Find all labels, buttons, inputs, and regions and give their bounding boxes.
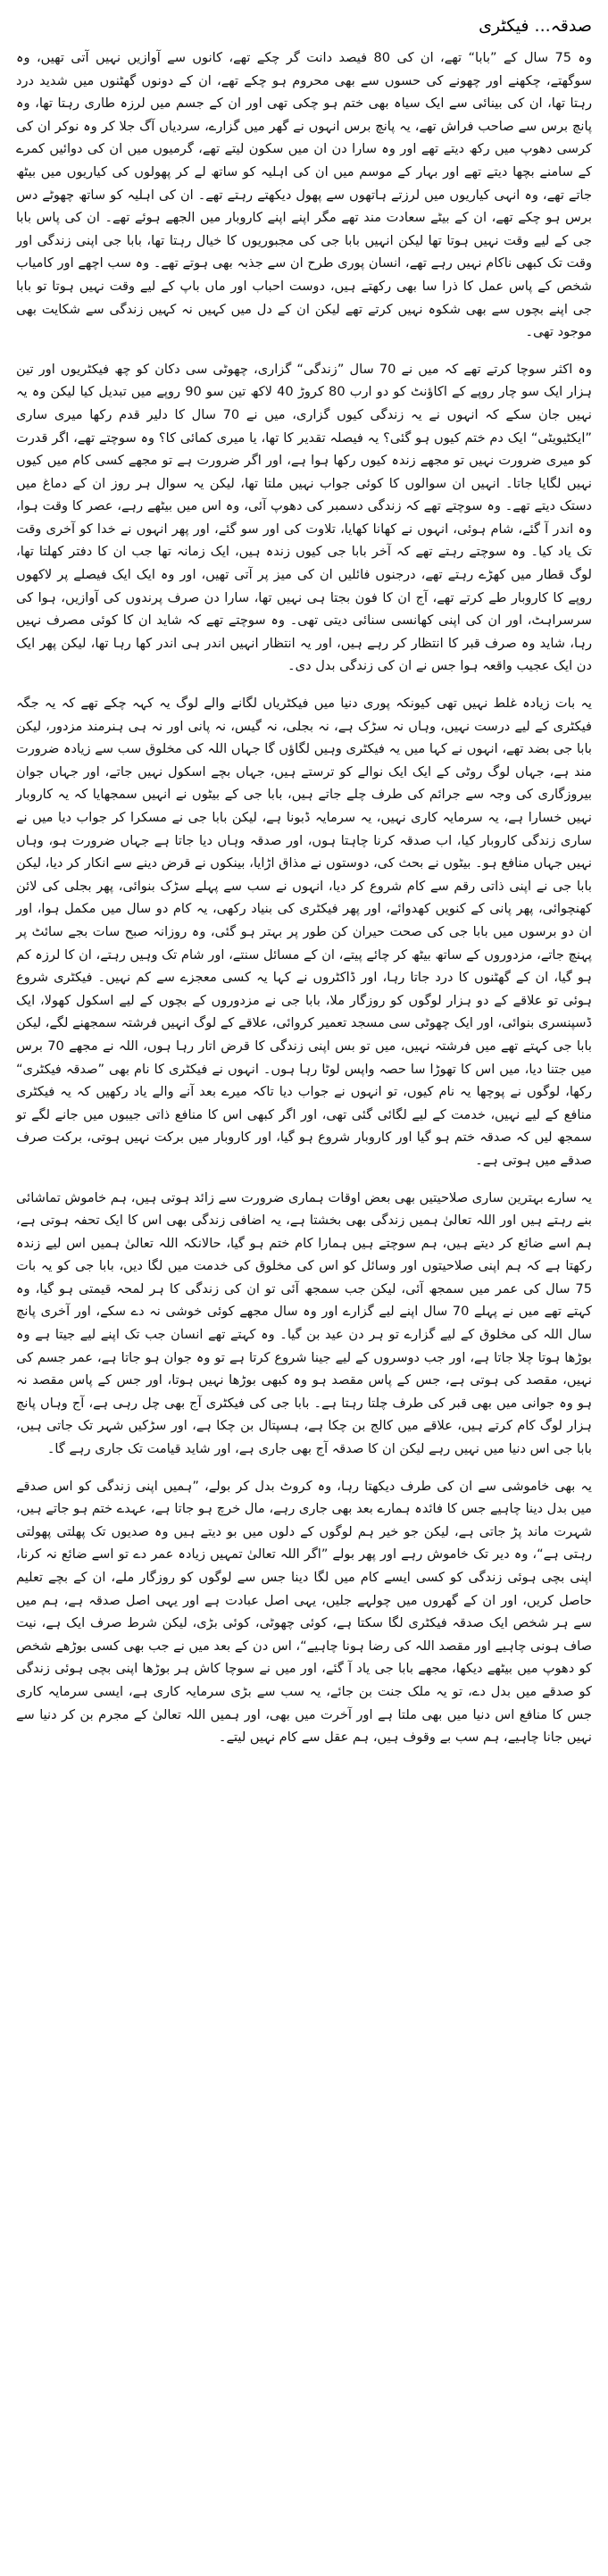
article-title: صدقہ... فیکٹری [479, 16, 592, 36]
article-paragraph-1: وہ 75 سال کے ”بابا“ تھے، ان کی 80 فیصد دانت گر چکے تھے، کانوں سے آوازیں نہیں آتی تھیں، وہ سوگھتے، چکھنے اور چھونے کی حسوں سے بھی محروم ہو چکے تھے، ان کے دونوں گھٹنوں میں شدید درد رہتا تھا، ان کی بینائی سے ایک سیاہ بھی ختم ہو چکی تھی اور ان کے جسم میں لرزہ طاری رہتا تھا، وہ پانچ برس سے صاحب فراش تھے، یہ پانچ برس انہوں نے گھر میں گزارے، سردیاں آگ جلا کر وہ نوکر ان کی کرسی دھوپ میں رکھ دیتے تھے اور وہ سارا دن ان میں سکون لیتے تھے، گرمیوں میں ان کی دوائیں کمرے کے سامنے بچھا دیتے تھے اور بہار کے موسم میں ان کی اہلیہ کو ساتھ لے کر پھولوں کی کیاریوں میں بیٹھ جاتے تھے، وہ انہی کیاریوں میں لرزتے ہاتھوں سے پھول دیکھتے رہتے تھے۔ ان کی اہلیہ کو ساتھ چھوٹے دس برس ہو چکے تھے، ان کے بیٹے سعادت مند تھے مگر اپنے اپنے کاروبار میں الجھے ہوئے تھے۔ ان کی پاس بابا جی کے لیے وقت نہیں ہوتا تھا لیکن انہیں بابا جی کی مجبوریوں کا خیال رہتا تھا، بابا جی اپنی زندگی اور وقت تک کبھی ناکام نہیں رہے تھے، انسان پوری طرح ان سے جذبہ بھی ہوتے تھے۔ وہ سب اچھے اور کامیاب شخص کے پاس عمل کا ذرا سا بھی رکھتے ہیں، دوست احباب اور ماں باپ کے لیے وقت نہیں ہوتا تو بابا جی اپنے بچوں سے بھی شکوہ نہیں کرتے تھے لیکن ان کے دل میں کہیں نہ کہیں زندگی سے شکایت بھی موجود تھی۔ [16, 50, 592, 340]
article-paragraph-5: یہ بھی خاموشی سے ان کی طرف دیکھتا رہا، وہ کروٹ بدل کر بولے، ”ہمیں اپنی زندگی کو اس صدقے میں بدل دینا چاہیے جس کا فائدہ ہمارے بعد بھی جاری رہے، مال خرچ ہو جاتا ہے، عہدے ختم ہو جاتے ہیں، شہرت ماند پڑ جاتی ہے، لیکن جو خیر ہم لوگوں کے دلوں میں بو دیتے ہیں وہ صدیوں تک پھلتی پھولتی رہتی ہے“، وہ دیر تک خاموش رہے اور پھر بولے ”اگر اللہ تعالیٰ تمہیں زیادہ عمر دے تو اسے ضائع نہ کرنا، اپنی بچی ہوئی زندگی کو کسی ایسے کام میں لگا دینا جس سے لوگوں کو روزگار ملے، ان کے بچے تعلیم حاصل کریں، اور ان کے گھروں میں چولہے جلیں، یہی اصل عبادت ہے اور یہی اصل صدقہ ہے، ہم میں سے ہر شخص ایک صدقہ فیکٹری لگا سکتا ہے، کوئی چھوٹی، کوئی بڑی، لیکن شرط صرف ایک ہے، نیت صاف ہونی چاہیے اور مقصد اللہ کی رضا ہونا چاہیے“، اس دن کے بعد میں نے جب بھی کسی بوڑھے شخص کو دھوپ میں بیٹھے دیکھا، مجھے بابا جی یاد آ گئے، اور میں نے سوچا کاش ہر بوڑھا اپنی بچی ہوئی زندگی کو صدقے میں بدل دے، تو یہ ملک جنت بن جائے، یہ سب سے بڑی سرمایہ کاری ہے، ایسی سرمایہ کاری جس کا منافع اس دنیا میں بھی ملتا ہے اور آخرت میں بھی، اور ہمیں اللہ تعالیٰ کے مجرم بن کر دنیا سے نہیں جانا چاہیے، ہم سب بے وقوف ہیں، ہم عقل سے کام نہیں لیتے۔ [16, 1478, 592, 1746]
article-paragraph-3: یہ بات زیادہ غلط نہیں تھی کیونکہ پوری دنیا میں فیکٹریاں لگانے والے لوگ یہ کہہ چکے تھے کہ یہ جگہ فیکٹری کے لیے درست نہیں، وہاں نہ سڑک ہے، نہ بجلی، نہ گیس، نہ پانی اور نہ ہی ہنرمند مزدور، لیکن بابا جی بضد تھے، انہوں نے کہا میں یہ فیکٹری وہیں لگاؤں گا جہاں اللہ کی مخلوق سب سے زیادہ ضرورت مند ہے، جہاں لوگ روٹی کے ایک ایک نوالے کو ترستے ہیں، جہاں بچے اسکول نہیں جاتے، اور جہاں جوان بیروزگاری کی وجہ سے جرائم کی طرف چلے جاتے ہیں، بابا جی کے بیٹوں نے انہیں سمجھایا کہ یہ کاروبار نہیں خسارا ہے، یہ سرمایہ کاری نہیں، یہ سرمایہ ڈبونا ہے، لیکن بابا جی نے مسکرا کر جواب دیا میں نے ساری زندگی کاروبار کیا، اب صدقہ کرنا چاہتا ہوں، اور صدقہ وہاں دیا جاتا ہے جہاں ضرورت ہو، وہاں نہیں جہاں منافع ہو۔ بیٹوں نے بحث کی، دوستوں نے مذاق اڑایا، بینکوں نے قرض دینے سے انکار کر دیا، لیکن بابا جی نے اپنی ذاتی رقم سے کام شروع کر دیا، انہوں نے سب سے پہلے سڑک بنوائی، پھر بجلی کی لائن کھنچوائی، پھر پانی کے کنویں کھدوائے، اور پھر فیکٹری کی بنیاد رکھی، یہ کام دو سال میں مکمل ہوا، اور ان دو برسوں میں بابا جی کی صحت حیران کن طور پر بہتر ہو گئی، وہ روزانہ صبح سات بجے سائٹ پر پہنچ جاتے، مزدوروں کے ساتھ بیٹھ کر چائے پیتے، ان کے مسائل سنتے، اور شام تک وہیں رہتے، ان کا لرزہ کم ہو گیا، ان کے گھٹنوں کا درد جاتا رہا، اور ڈاکٹروں نے کہا یہ کسی معجزے سے کم نہیں۔ فیکٹری شروع ہوئی تو علاقے کے دو ہزار لوگوں کو روزگار ملا، بابا جی نے مزدوروں کے بچوں کے لیے اسکول کھولا، ایک ڈسپنسری بنوائی، اور ایک چھوٹی سی مسجد تعمیر کروائی، علاقے کے لوگ انہیں فرشتہ سمجھنے لگے، لیکن بابا جی کہتے تھے میں فرشتہ نہیں، میں تو بس اپنی زندگی کا قرض اتار رہا ہوں، اللہ نے مجھے 70 برس میں جتنا دیا، میں اس کا تھوڑا سا حصہ واپس لوٹا رہا ہوں۔ انہوں نے فیکٹری کا نام بھی ”صدقہ فیکٹری“ رکھا، لوگوں نے پوچھا یہ نام کیوں، تو انہوں نے جواب دیا تاکہ میرے بعد آنے والے یاد رکھیں کہ یہ فیکٹری منافع کے لیے نہیں، خدمت کے لیے لگائی گئی تھی، اور اگر کبھی اس کا منافع ذاتی جیبوں میں جانے لگے تو سمجھ لیں کہ صدقہ ختم ہو گیا اور کاروبار شروع ہو گیا، اور کاروبار میں برکت نہیں ہوتی، برکت صرف صدقے میں ہوتی ہے۔ [16, 696, 592, 1168]
article-paragraph-4: یہ سارے بہترین ساری صلاحیتیں بھی بعض اوقات ہماری ضرورت سے زائد ہوتی ہیں، ہم خاموش تماشائی بنے رہتے ہیں اور اللہ تعالیٰ ہمیں زندگی بھی بخشتا ہے، یہ اضافی زندگی بھی اس کا ایک تحفہ ہوتی ہے، ہم اسے ضائع کر دیتے ہیں، ہم سوچتے ہیں ہمارا کام ختم ہو گیا، حالانکہ اللہ تعالیٰ ہمیں اس لیے زندہ رکھتا ہے کہ ہم اپنی صلاحیتوں اور وسائل کو اس کی مخلوق کی خدمت میں لگا دیں، بابا جی کو یہ بات 75 سال کی عمر میں سمجھ آئی، لیکن جب سمجھ آئی تو ان کی زندگی کا ہر لمحہ قیمتی ہو گیا، وہ کہتے تھے میں نے پہلے 70 سال اپنے لیے گزارے اور وہ سال مجھے کوئی خوشی نہ دے سکے، اور آخری پانچ سال اللہ کی مخلوق کے لیے گزارے تو ہر دن عید بن گیا۔ وہ کہتے تھے انسان جب تک اپنے لیے جیتا ہے وہ بوڑھا ہوتا چلا جاتا ہے، اور جب دوسروں کے لیے جینا شروع کرتا ہے تو وہ جوان ہو جاتا ہے، عمر جسم کی نہیں، مقصد کی ہوتی ہے، جس کے پاس مقصد ہو وہ کبھی بوڑھا نہیں ہوتا، اور جس کے پاس مقصد نہ ہو وہ جوانی میں بھی قبر کی طرف چلتا رہتا ہے۔ بابا جی کی فیکٹری آج بھی چل رہی ہے، آج وہاں پانچ ہزار لوگ کام کرتے ہیں، علاقے میں کالج بن چکا ہے، ہسپتال بن چکا ہے، اور سڑکیں شہر تک جاتی ہیں، بابا جی اس دنیا میں نہیں رہے لیکن ان کا صدقہ آج بھی جاری ہے، اور شاید قیامت تک جاری رہے گا۔ [16, 1189, 593, 1457]
article-paragraph-2: وہ اکثر سوچا کرتے تھے کہ میں نے 70 سال ”زندگی“ گزاری، چھوٹی سی دکان کو چھ فیکٹریوں اور تین ہزار ایک سو چار روپے کے اکاؤنٹ کو دو ارب 80 کروڑ 40 لاکھ تین سو 90 روپے میں تبدیل کیا لیکن وہ یہ نہیں جان سکے کہ انہوں نے یہ زندگی کیوں گزاری، میں نے 70 سال کا دلیر قدم رکھا میری ساری ”ایکٹیویٹی“ ایک دم ختم کیوں ہو گئی؟ یہ فیصلہ تقدیر کا تھا، یا میری کمائی کا؟ وہ سوچتے تھے، اگر قدرت کو میری ضرورت نہیں تو مجھے زندہ کیوں رکھا ہوا ہے، اور اگر ضرورت ہے تو مجھے کسی کام میں کیوں نہیں لگایا جاتا۔ انہیں ان سوالوں کا کوئی جواب نہیں ملتا تھا، لیکن یہ سوال ہر روز ان کے دماغ میں دستک دیتے تھے۔ وہ سوچتے تھے کہ زندگی دسمبر کی دھوپ آئی، وہ اس میں بیٹھے رہے، عصر کا وقت ہوا، وہ اندر آ گئے، شام ہوئی، انہوں نے کھانا کھایا، تلاوت کی اور سو گئے، اور پھر انہوں نے خدا کو آخری وقت تک یاد کیا۔ وہ سوچتے رہتے تھے کہ آخر بابا جی کیوں زندہ ہیں، ایک زمانہ تھا جب ان کا دفتر کھلتا تھا، لوگ قطار میں کھڑے رہتے تھے، درجنوں فائلیں ان کی میز پر آتی تھیں، اور وہ ایک ایک فیصلے پر لاکھوں روپے کا کاروبار طے کرتے تھے، آج ان کا فون بجتا ہی نہیں تھا، سارا دن صرف پرندوں کی آوازیں، ہوا کی سرسراہٹ، اور ان کی اپنی کھانسی سنائی دیتی تھی۔ وہ سوچتے تھے کہ شاید ان کا کوئی مصرف نہیں رہا، شاید وہ صرف قبر کا انتظار کر رہے ہیں، اور یہ انتظار انہیں اندر ہی اندر کھا رہا تھا، لیکن پھر ایک دن ایک عجیب واقعہ ہوا جس نے ان کی زندگی بدل دی۔ [16, 361, 593, 674]
